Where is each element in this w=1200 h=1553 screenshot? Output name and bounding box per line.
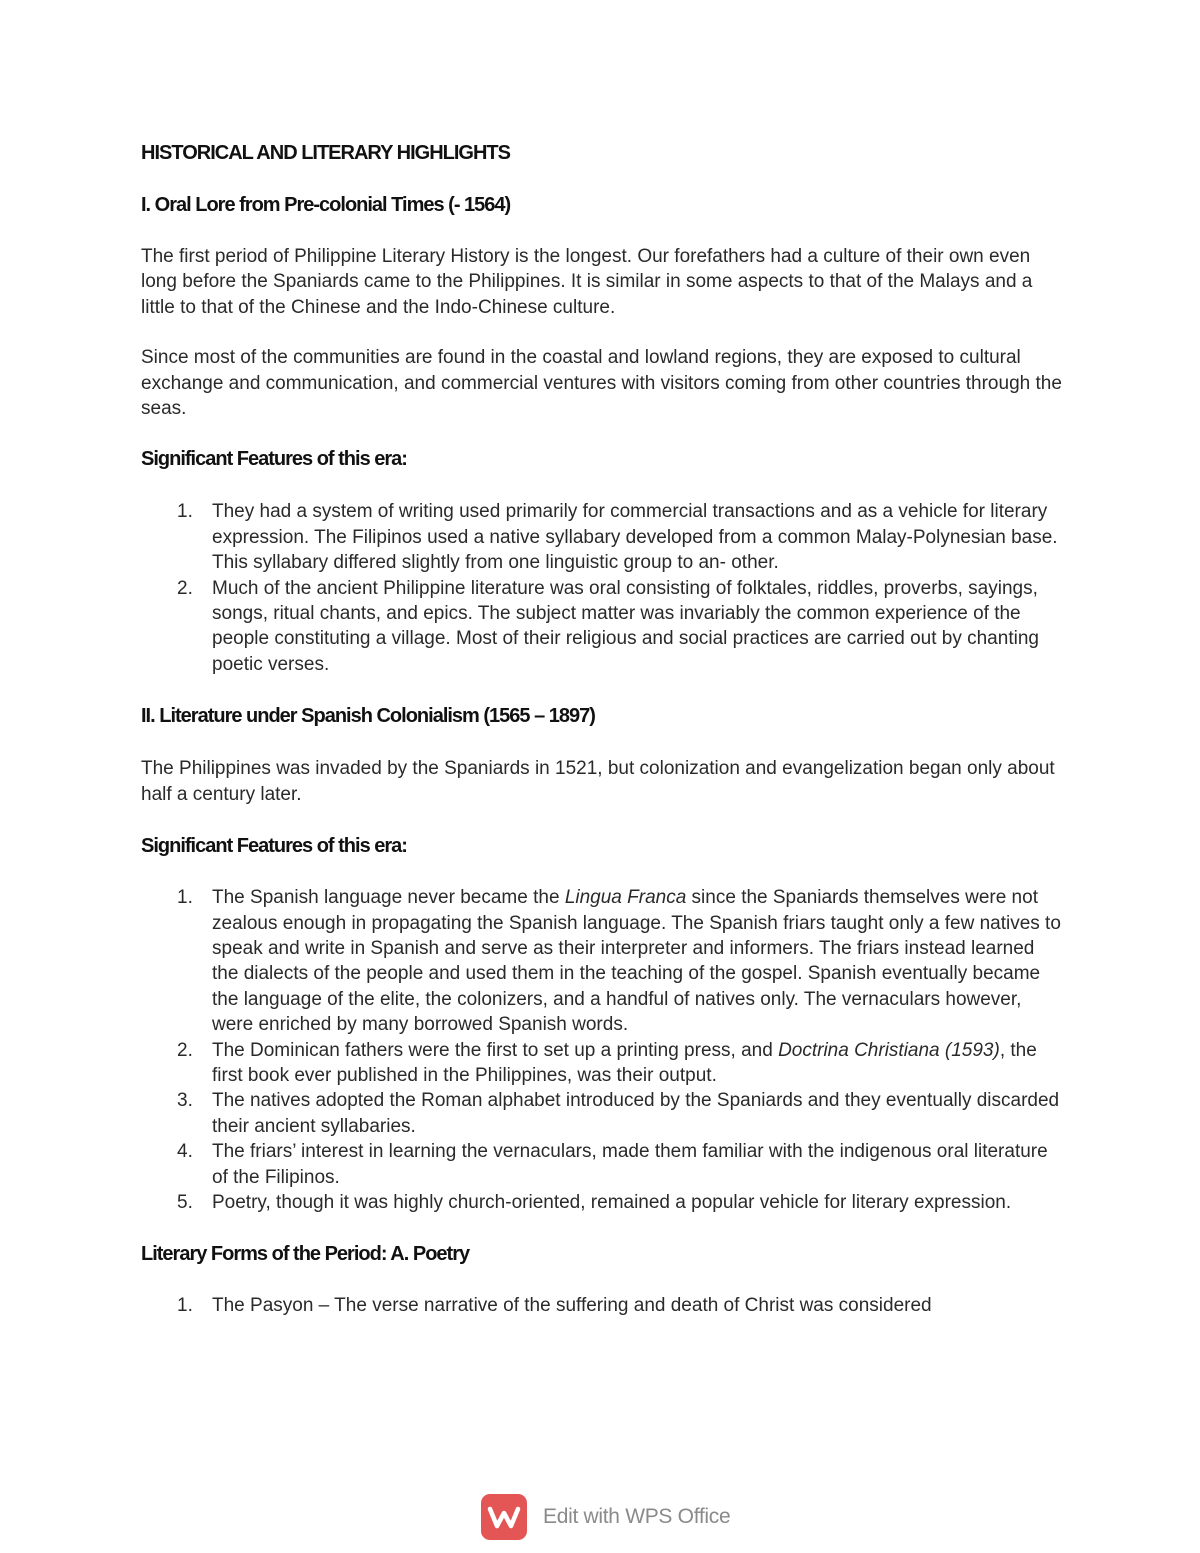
section-1-features-list — [141, 499, 1066, 677]
list-item-text: The Pasyon – The verse narrative of the suffering and death of Christ was considered — [212, 1295, 932, 1317]
list-item — [141, 885, 1066, 1037]
section-2-features-heading: Significant Features of this era: — [141, 835, 407, 858]
list-item-number: 1. — [177, 501, 193, 523]
list-item-number: 1. — [177, 1295, 193, 1317]
section-1-features-heading: Significant Features of this era: — [141, 448, 407, 471]
document-page — [141, 140, 1066, 1319]
list-item-text: Poetry, though it was highly church-oriented, remained a popular vehicle for literary expression. — [212, 1191, 1012, 1213]
section-1-paragraph-2: Since most of the communities are found in the coastal and lowland regions, they are exposed to cultural exchange and communication, and commercial ventures with visitors coming from other countries through the seas. — [141, 347, 1062, 420]
list-item-text: They had a system of writing used primarily for commercial transactions and as a vehicle for literary expression. The Filipinos used a native syllabary developed from a common Malay-Polynesian base. This syllabary differed slightly from one linguistic group to an- other. — [212, 501, 1058, 574]
list-item-text: The friars’ interest in learning the vernaculars, made them familiar with the indigenous oral literature of the Filipinos. — [212, 1141, 1048, 1188]
section-2-paragraph-1: The Philippines was invaded by the Spaniards in 1521, but colonization and evangelization began only about half a century later. — [141, 758, 1055, 805]
list-item-text: The natives adopted the Roman alphabet introduced by the Spaniards and they eventually discarded their ancient syllabaries. — [212, 1090, 1060, 1137]
section-1-paragraph-1: The first period of Philippine Literary History is the longest. Our forefathers had a culture of their own even long before the Spaniards came to the Philippines. It is similar in some aspects to that of the Malays and a little to that of the Chinese and the Indo-Chinese culture. — [141, 246, 1033, 318]
list-item-italic-term: Doctrina Christiana (1593) — [778, 1039, 1000, 1061]
list-item — [141, 1190, 1066, 1215]
wps-badge-label: Edit with WPS Office — [543, 1505, 731, 1528]
list-item-text-before: The Dominican fathers were the first to set up a printing press, and — [212, 1039, 779, 1061]
list-item-text-after: , the first book ever published in the Philippines, was their output. — [212, 1039, 1037, 1086]
list-item — [141, 1088, 1066, 1139]
list-item-number: 2. — [177, 577, 193, 599]
list-item — [141, 1038, 1066, 1089]
wps-office-icon — [481, 1494, 527, 1540]
list-item-text-before: The Spanish language never became the — [212, 887, 565, 909]
literary-forms-list — [141, 1293, 1066, 1318]
edit-with-wps-office-button[interactable] — [481, 1494, 730, 1540]
list-item-italic-term: Lingua Franca — [564, 887, 687, 909]
list-item — [141, 1293, 1066, 1318]
list-item — [141, 576, 1066, 678]
document-title: HISTORICAL AND LITERARY HIGHLIGHTS — [141, 142, 510, 164]
list-item-number: 3. — [177, 1090, 193, 1112]
list-item-number: 5. — [177, 1191, 193, 1213]
list-item-text-after: since the Spaniards themselves were not zealous enough in propagating the Spanish language. The Spanish friars taught only a few natives to speak and write in Spanish and serve as their interpreter and informers. The friars instead learned the dialects of the people and used them in the teaching of the gospel. Spanish eventually became the language of the elite, the colonizers, and a handful of natives only. The vernaculars however, were enriched by many borrowed Spanish words. — [212, 887, 1061, 1036]
section-1-heading: I. Oral Lore from Pre-colonial Times (- 1564) — [141, 194, 511, 216]
section-2-features-list — [141, 885, 1066, 1215]
literary-forms-heading: Literary Forms of the Period: A. Poetry — [141, 1243, 470, 1266]
list-item-number: 2. — [177, 1039, 193, 1061]
section-2-heading: II. Literature under Spanish Colonialism (1565 – 1897) — [141, 705, 595, 728]
list-item-number: 1. — [177, 887, 193, 909]
list-item-text: Much of the ancient Philippine literature was oral consisting of folktales, riddles, proverbs, sayings, songs, ritual chants, and epics. The subject matter was invariably the common experience of the people constituting a village. Most of their religious and social practices are carried out by chanting poetic verses. — [212, 577, 1039, 675]
list-item-number: 4. — [177, 1141, 193, 1163]
list-item — [141, 1139, 1066, 1190]
list-item — [141, 499, 1066, 575]
